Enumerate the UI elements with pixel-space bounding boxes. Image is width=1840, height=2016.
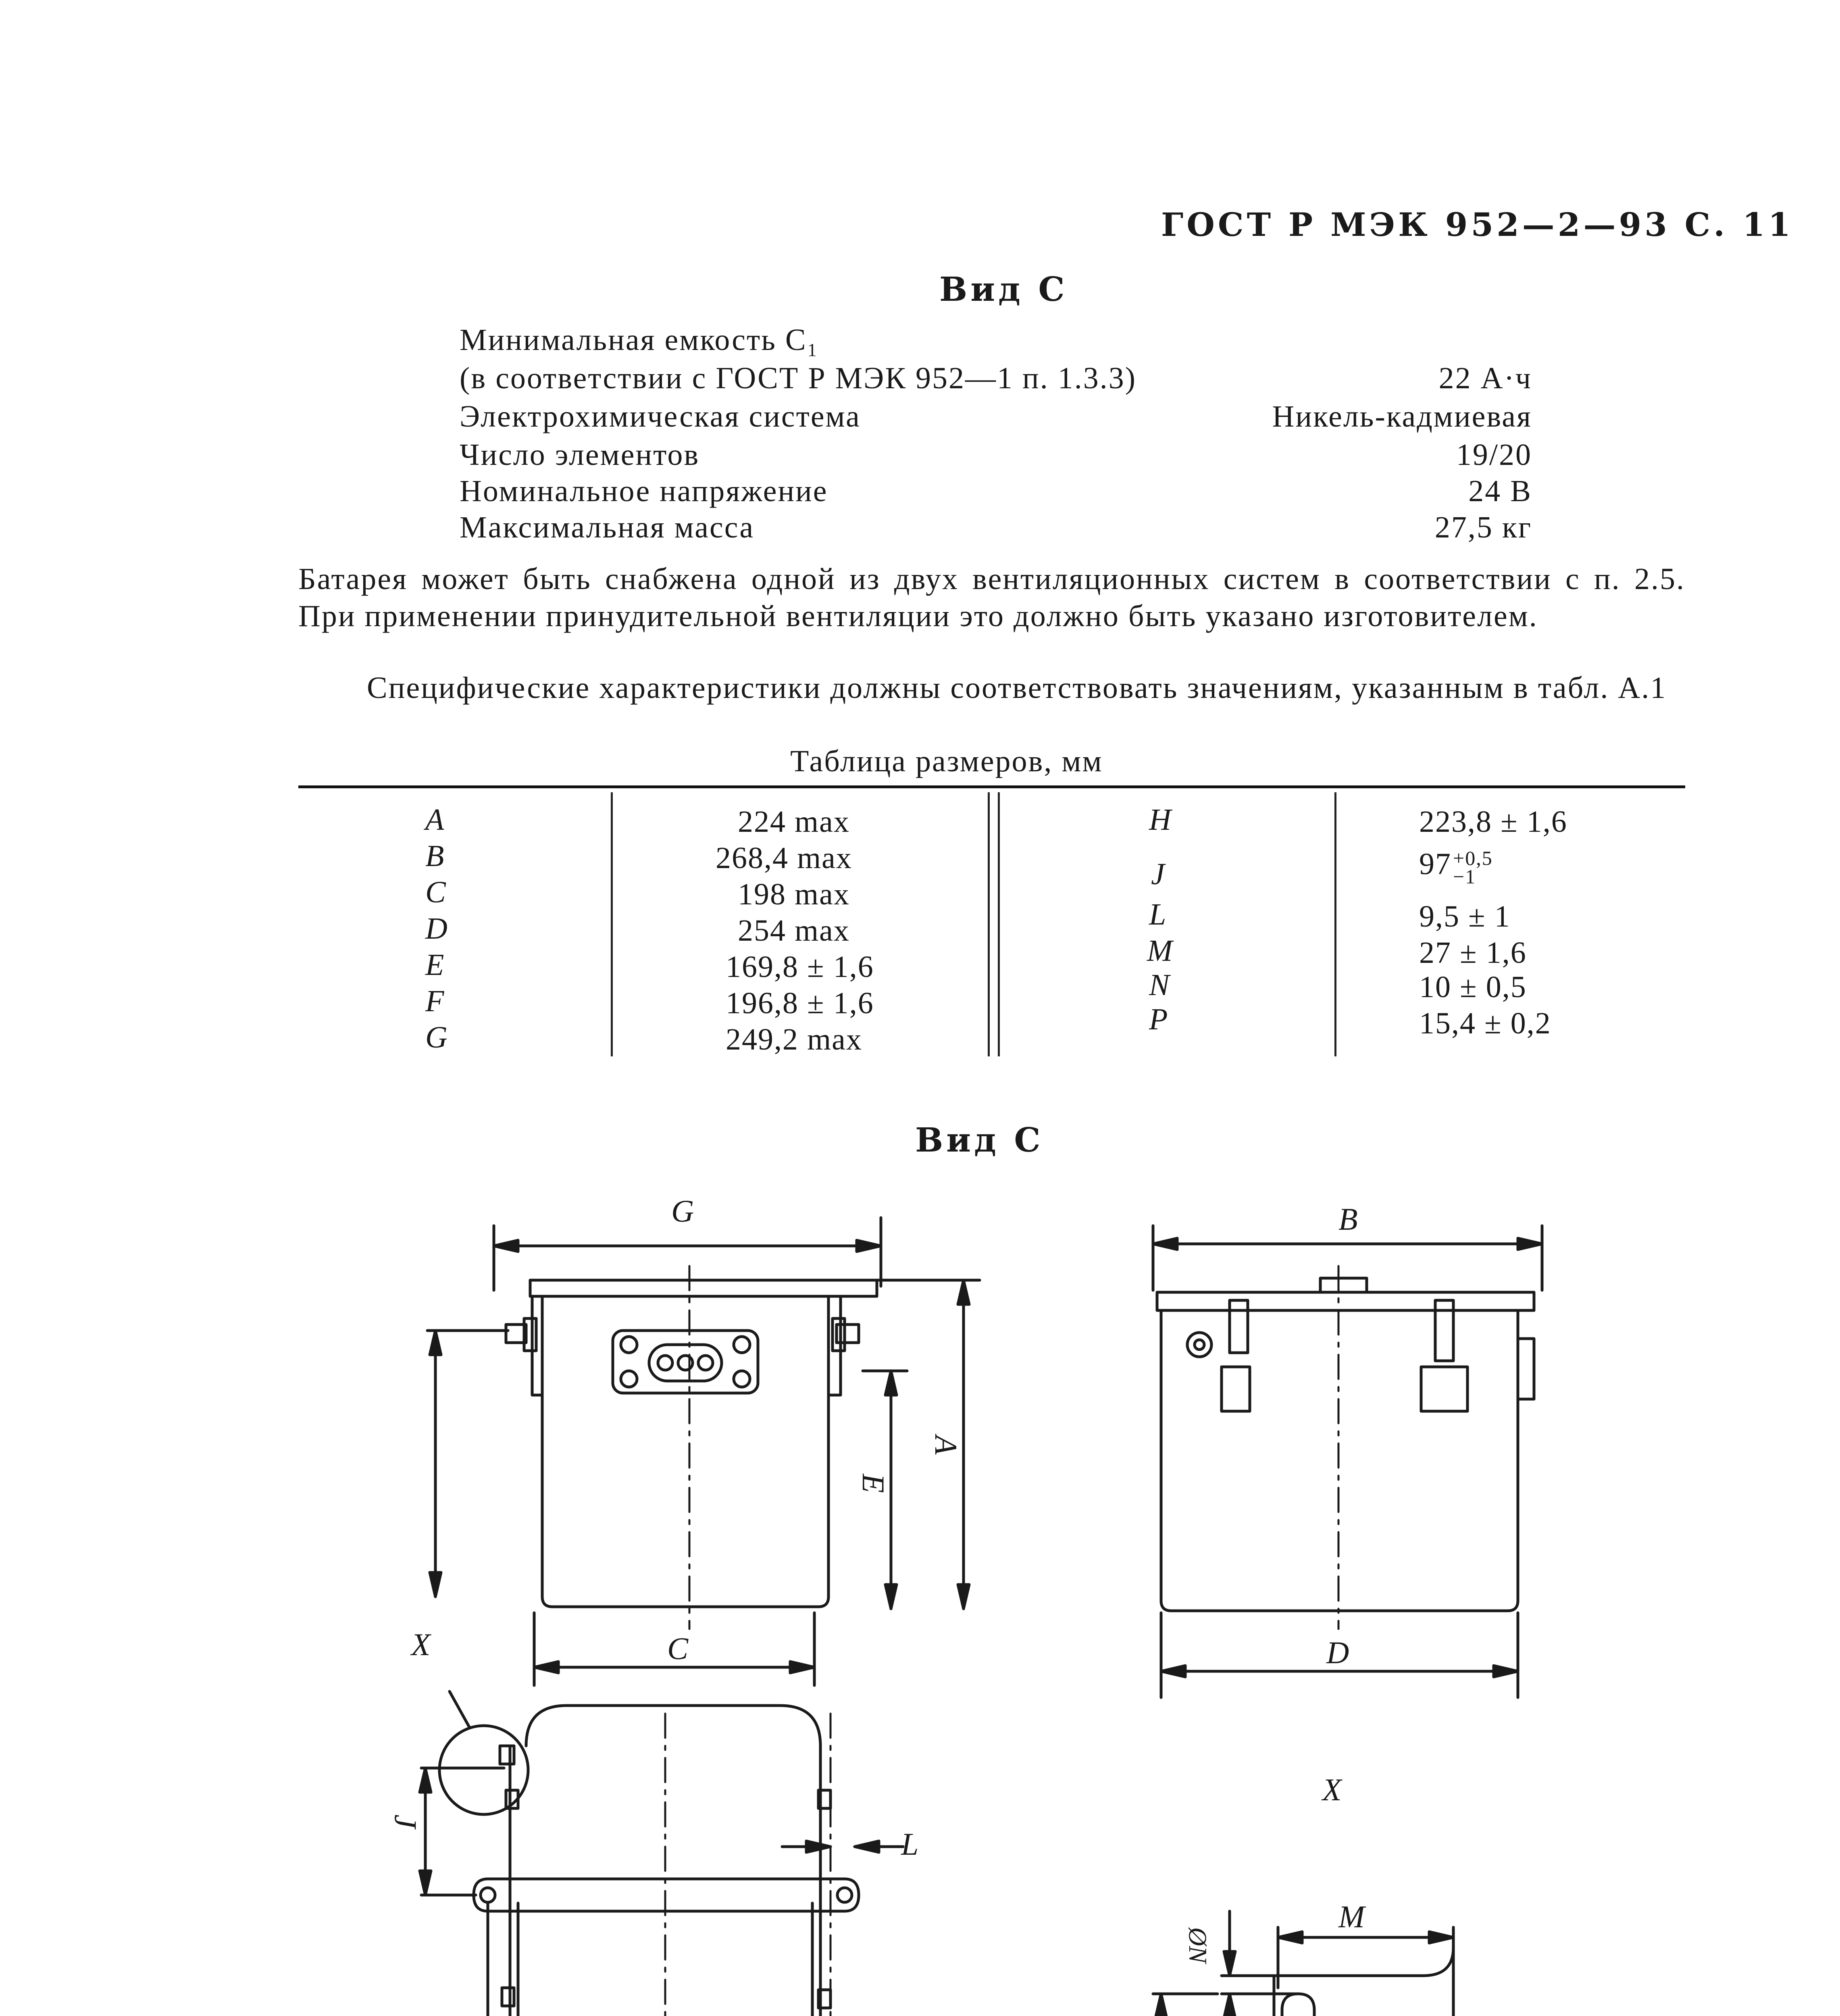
table-value: 198 max bbox=[738, 877, 850, 911]
spec-value: 22 А·ч bbox=[1438, 361, 1532, 395]
table-key: N bbox=[1149, 968, 1170, 1002]
table-value: 249,2 max bbox=[726, 1023, 862, 1056]
spec-label: (в соответствии с ГОСТ Р МЭК 952—1 п. 1.3.3) bbox=[460, 361, 1137, 395]
dimension-label-d: D bbox=[1326, 1635, 1349, 1670]
view-title: Вид С bbox=[939, 270, 1068, 309]
table-key: H bbox=[1149, 803, 1172, 837]
table-value: 223,8 ± 1,6 bbox=[1419, 805, 1567, 839]
table-value: 97 bbox=[1419, 847, 1451, 881]
dimension-label-l: L bbox=[901, 1826, 919, 1862]
table-key: L bbox=[1149, 898, 1167, 931]
table-key: D bbox=[425, 912, 448, 946]
detail-x bbox=[1129, 1911, 1484, 2016]
spec-label: Минимальная емкость С₁ bbox=[460, 323, 819, 357]
view-title: Вид С bbox=[915, 1121, 1044, 1160]
spec-value: 19/20 bbox=[1456, 438, 1532, 472]
dimension-label-n: ØN bbox=[1184, 1927, 1212, 1963]
spec-label: Электрохимическая система bbox=[460, 400, 861, 433]
table-value: 169,8 ± 1,6 bbox=[726, 950, 874, 984]
table-key: M bbox=[1147, 934, 1174, 968]
table-key: P bbox=[1149, 1002, 1169, 1036]
detail-title-x: X bbox=[1322, 1772, 1342, 1807]
spec-label: Максимальная масса bbox=[460, 510, 755, 544]
table-value: 254 max bbox=[738, 914, 850, 948]
spec-value: 24 В bbox=[1468, 474, 1532, 508]
table-value: 27 ± 1,6 bbox=[1419, 936, 1527, 970]
spec-label: Число элементов bbox=[460, 438, 700, 472]
table-key: A bbox=[425, 803, 445, 837]
tolerance-upper: +0,5 bbox=[1453, 846, 1493, 869]
table-value: 224 max bbox=[738, 805, 850, 839]
table-value: 15,4 ± 0,2 bbox=[1419, 1006, 1551, 1040]
paragraph-ventilation: Батарея может быть снабжена одной из двух вентиляционных систем в соответствии с п. 2.5. При применении принудительной вентиляции это должно быть указано изготовителем. bbox=[298, 562, 1685, 633]
table-key: G bbox=[425, 1020, 448, 1054]
table-key: C bbox=[425, 875, 447, 909]
table-key: F bbox=[425, 984, 445, 1018]
table-value: 196,8 ± 1,6 bbox=[726, 986, 874, 1020]
dimension-label-j: J bbox=[388, 1814, 423, 1829]
top-view bbox=[420, 1691, 903, 2016]
dimension-label-a: A bbox=[928, 1435, 964, 1455]
table-key: B bbox=[425, 839, 445, 873]
table-value: 268,4 max bbox=[716, 841, 852, 875]
table-key: E bbox=[425, 948, 445, 982]
dimension-label-b: B bbox=[1338, 1202, 1358, 1237]
dimension-label-g: G bbox=[671, 1193, 694, 1229]
table-key: J bbox=[1151, 857, 1166, 891]
dimension-label-c: C bbox=[667, 1631, 689, 1666]
front-view bbox=[427, 1218, 1609, 1685]
tolerance-lower: −1 bbox=[1453, 865, 1476, 888]
table-value: 10 ± 0,5 bbox=[1419, 970, 1527, 1004]
table-value: 9,5 ± 1 bbox=[1419, 900, 1511, 933]
side-view bbox=[1153, 1226, 1542, 1697]
page-reference: ГОСТ Р МЭК 952—2—93 С. 11 bbox=[1161, 206, 1794, 244]
dimension-label-e: E bbox=[856, 1474, 891, 1493]
spec-value: Никель-кадмиевая bbox=[1272, 400, 1532, 433]
spec-label: Номинальное напряжение bbox=[460, 474, 828, 508]
detail-label-x: X bbox=[411, 1627, 431, 1662]
spec-value: 27,5 кг bbox=[1434, 510, 1532, 544]
dimension-label-m: M bbox=[1338, 1899, 1365, 1934]
paragraph-characteristics: Специфические характеристики должны соответствовать значениям, указанным в табл. А.1 bbox=[367, 671, 1667, 705]
table-caption: Таблица размеров, мм bbox=[790, 744, 1103, 778]
